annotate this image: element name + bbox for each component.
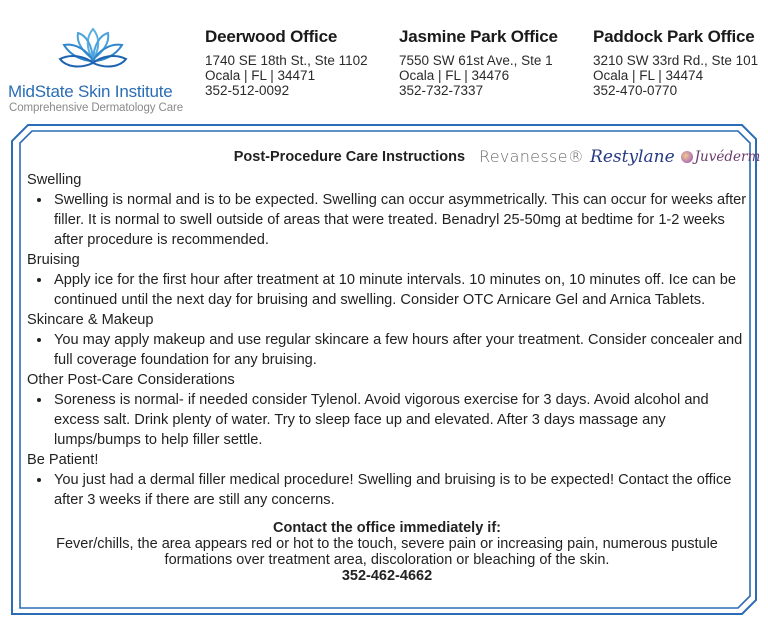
brand-restylane-logo: Restylane	[590, 147, 675, 167]
section-be-patient	[27, 450, 747, 510]
office-address: 7550 SW 61st Ave., Ste 1	[399, 53, 553, 68]
section-heading: Skincare & Makeup	[27, 312, 154, 328]
brand-juvederm-logo	[681, 147, 761, 167]
office-phone: 352-732-7337	[399, 83, 484, 98]
contact-warning	[27, 520, 747, 584]
section-heading: Be Patient!	[27, 452, 99, 468]
office-name: Paddock Park Office	[593, 27, 755, 46]
section-heading: Swelling	[27, 172, 82, 188]
office-phone: 352-470-0770	[593, 83, 678, 98]
practice-name: MidState Skin Institute	[8, 82, 173, 101]
office-address: 3210 SW 33rd Rd., Ste 101	[593, 53, 759, 68]
bullet-item: • Soreness is normal- if needed consider Tylenol. Avoid vigorous exercise for 3 days. Avoid alcohol and excess salt. Drink plenty of water. Try to sleep face up and elevated. After 3 days massage any lumps/bumps to help filler settle.	[52, 390, 747, 450]
contact-title: Contact the office immediately if:	[272, 520, 501, 536]
section-swelling	[27, 170, 747, 250]
office-phone: 352-512-0092	[205, 83, 290, 98]
section-bruising	[27, 250, 747, 310]
lotus-flower-icon	[58, 27, 128, 77]
section-skincare-makeup	[27, 310, 747, 370]
section-bullets	[27, 190, 747, 250]
section-heading: Other Post-Care Considerations	[27, 372, 235, 388]
office-deerwood	[205, 27, 368, 98]
office-city: Ocala | FL | 34474	[593, 68, 704, 83]
section-other-considerations	[27, 370, 747, 450]
bullet-item: • You just had a dermal filler medical procedure! Swelling and bruising is to be expected! Contact the office after 3 weeks if there are still any concerns.	[52, 470, 747, 510]
title-row	[27, 140, 761, 174]
section-bullets	[27, 270, 747, 310]
office-jasmine-park	[399, 27, 558, 98]
office-address: 1740 SE 18th St., Ste 1102	[205, 53, 368, 68]
bullet-item: • Swelling is normal and is to be expected. Swelling can occur asymmetrically. This can occur for weeks after filler. It is normal to swell outside of areas that were treated. Benadryl 25-50mg at bedtime for 1-2 weeks after procedure is recommended.	[52, 190, 747, 250]
section-bullets	[27, 330, 747, 370]
office-name: Jasmine Park Office	[399, 27, 558, 46]
juvederm-mark-icon	[681, 151, 693, 163]
brand-logos	[473, 147, 760, 167]
brand-revanesse-logo: Revanesse®	[479, 147, 585, 166]
care-instructions	[27, 140, 761, 584]
contact-phone: 352-462-4662	[341, 568, 433, 584]
section-heading: Bruising	[27, 252, 80, 268]
practice-tagline: Comprehensive Dermatology Care	[9, 102, 184, 114]
section-bullets	[27, 390, 747, 450]
office-city: Ocala | FL | 34476	[399, 68, 510, 83]
document-title: Post-Procedure Care Instructions	[233, 149, 466, 165]
contact-symptoms: Fever/chills, the area appears red or hot to the touch, severe pain or increasing pain, numerous pustule formations over treatment area, discoloration or bleaching of the skin.	[56, 536, 718, 568]
practice-logo	[0, 12, 200, 114]
bullet-item: • You may apply makeup and use regular skincare a few hours after your treatment. Consider concealer and full coverage foundation for any bruising.	[52, 330, 747, 370]
office-paddock-park	[593, 27, 758, 98]
section-bullets	[27, 470, 747, 510]
brand-juvederm-text: Juvéderm	[694, 149, 761, 165]
office-name: Deerwood Office	[205, 27, 338, 46]
office-city: Ocala | FL | 34471	[205, 68, 316, 83]
bullet-item: • Apply ice for the first hour after treatment at 10 minute intervals. 10 minutes on, 10 minutes off. Ice can be continued until the next day for bruising and swelling. Consider OTC Arnicare Gel and Arnica Tablets.	[52, 270, 747, 310]
